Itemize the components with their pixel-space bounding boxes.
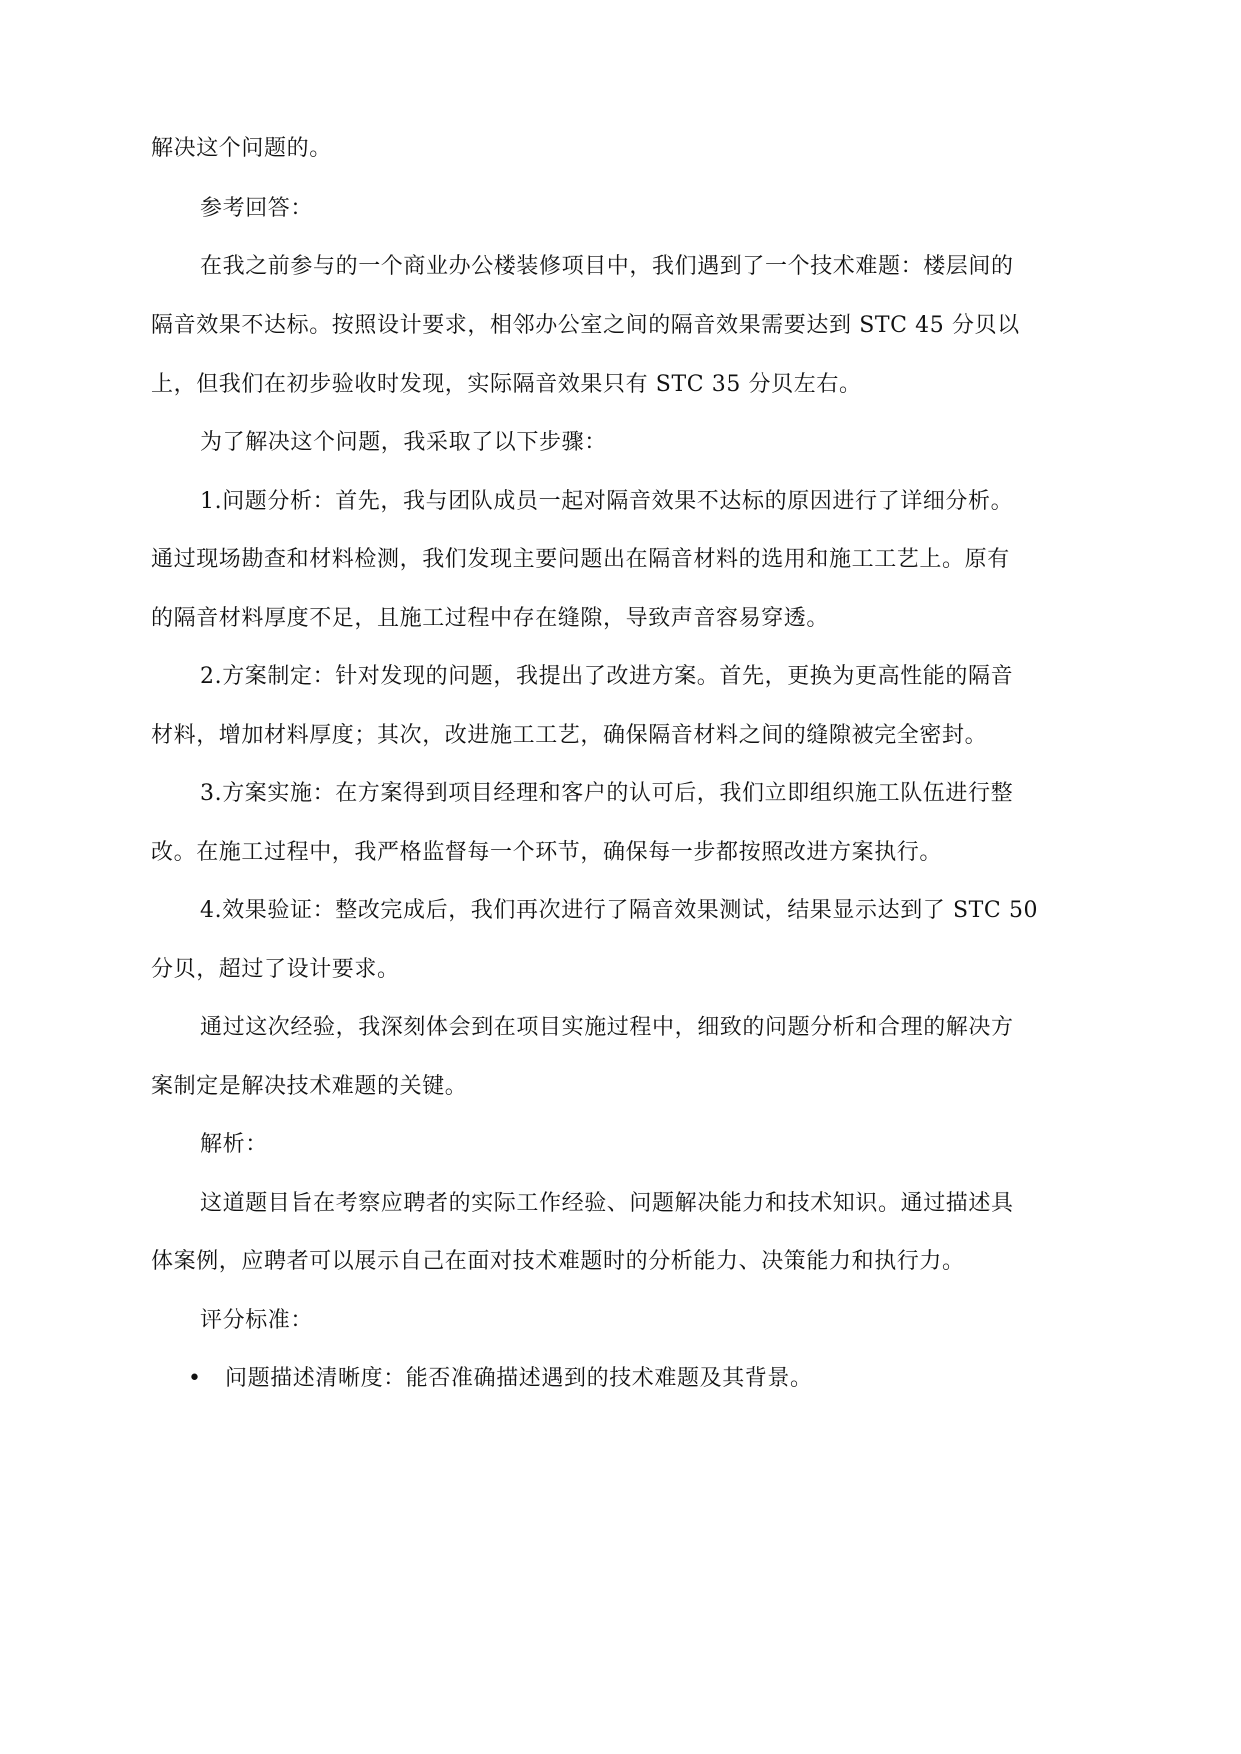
- step-3-line: 3.方案实施：在方案得到项目经理和客户的认可后，我们立即组织施工队伍进行整: [200, 781, 1014, 806]
- text-line: 隔音效果不达标。按照设计要求，相邻办公室之间的隔音效果需要达到 STC 45 分贝以: [151, 313, 1020, 338]
- heading-reference-answer: 参考回答：: [200, 196, 314, 221]
- text-line: 在我之前参与的一个商业办公楼装修项目中，我们遇到了一个技术难题：楼层间的: [200, 254, 1014, 279]
- text-line: 通过这次经验，我深刻体会到在项目实施过程中，细致的问题分析和合理的解决方: [200, 1015, 1014, 1040]
- text-line: 通过现场勘查和材料检测，我们发现主要问题出在隔音材料的选用和施工工艺上。原有: [151, 547, 1010, 572]
- text-line: 分贝，超过了设计要求。: [151, 957, 400, 982]
- text-line: 这道题目旨在考察应聘者的实际工作经验、问题解决能力和技术知识。通过描述具: [200, 1191, 1014, 1216]
- text-line: 案制定是解决技术难题的关键。: [151, 1074, 468, 1099]
- heading-analysis: 解析：: [200, 1132, 268, 1157]
- step-2-line: 2.方案制定：针对发现的问题，我提出了改进方案。首先，更换为更高性能的隔音: [200, 664, 1014, 689]
- text-line: 体案例，应聘者可以展示自己在面对技术难题时的分析能力、决策能力和执行力。: [151, 1249, 965, 1274]
- bullet-dot: •: [188, 1366, 201, 1391]
- step-4-line: 4.效果验证：整改完成后，我们再次进行了隔音效果测试，结果显示达到了 STC 50: [200, 898, 1039, 923]
- text-line: 的隔音材料厚度不足，且施工过程中存在缝隙，导致声音容易穿透。: [151, 606, 830, 631]
- heading-scoring-criteria: 评分标准：: [200, 1308, 314, 1333]
- bullet-item: 问题描述清晰度：能否准确描述遇到的技术难题及其背景。: [225, 1366, 813, 1391]
- text-line: 解决这个问题的。: [151, 136, 332, 161]
- text-line: 上，但我们在初步验收时发现，实际隔音效果只有 STC 35 分贝左右。: [151, 372, 862, 397]
- text-line: 改。在施工过程中，我严格监督每一个环节，确保每一步都按照改进方案执行。: [151, 840, 943, 865]
- text-line: 材料，增加材料厚度；其次，改进施工工艺，确保隔音材料之间的缝隙被完全密封。: [151, 723, 988, 748]
- step-1-line: 1.问题分析：首先，我与团队成员一起对隔音效果不达标的原因进行了详细分析。: [200, 489, 1014, 514]
- text-line: 为了解决这个问题，我采取了以下步骤：: [200, 430, 607, 455]
